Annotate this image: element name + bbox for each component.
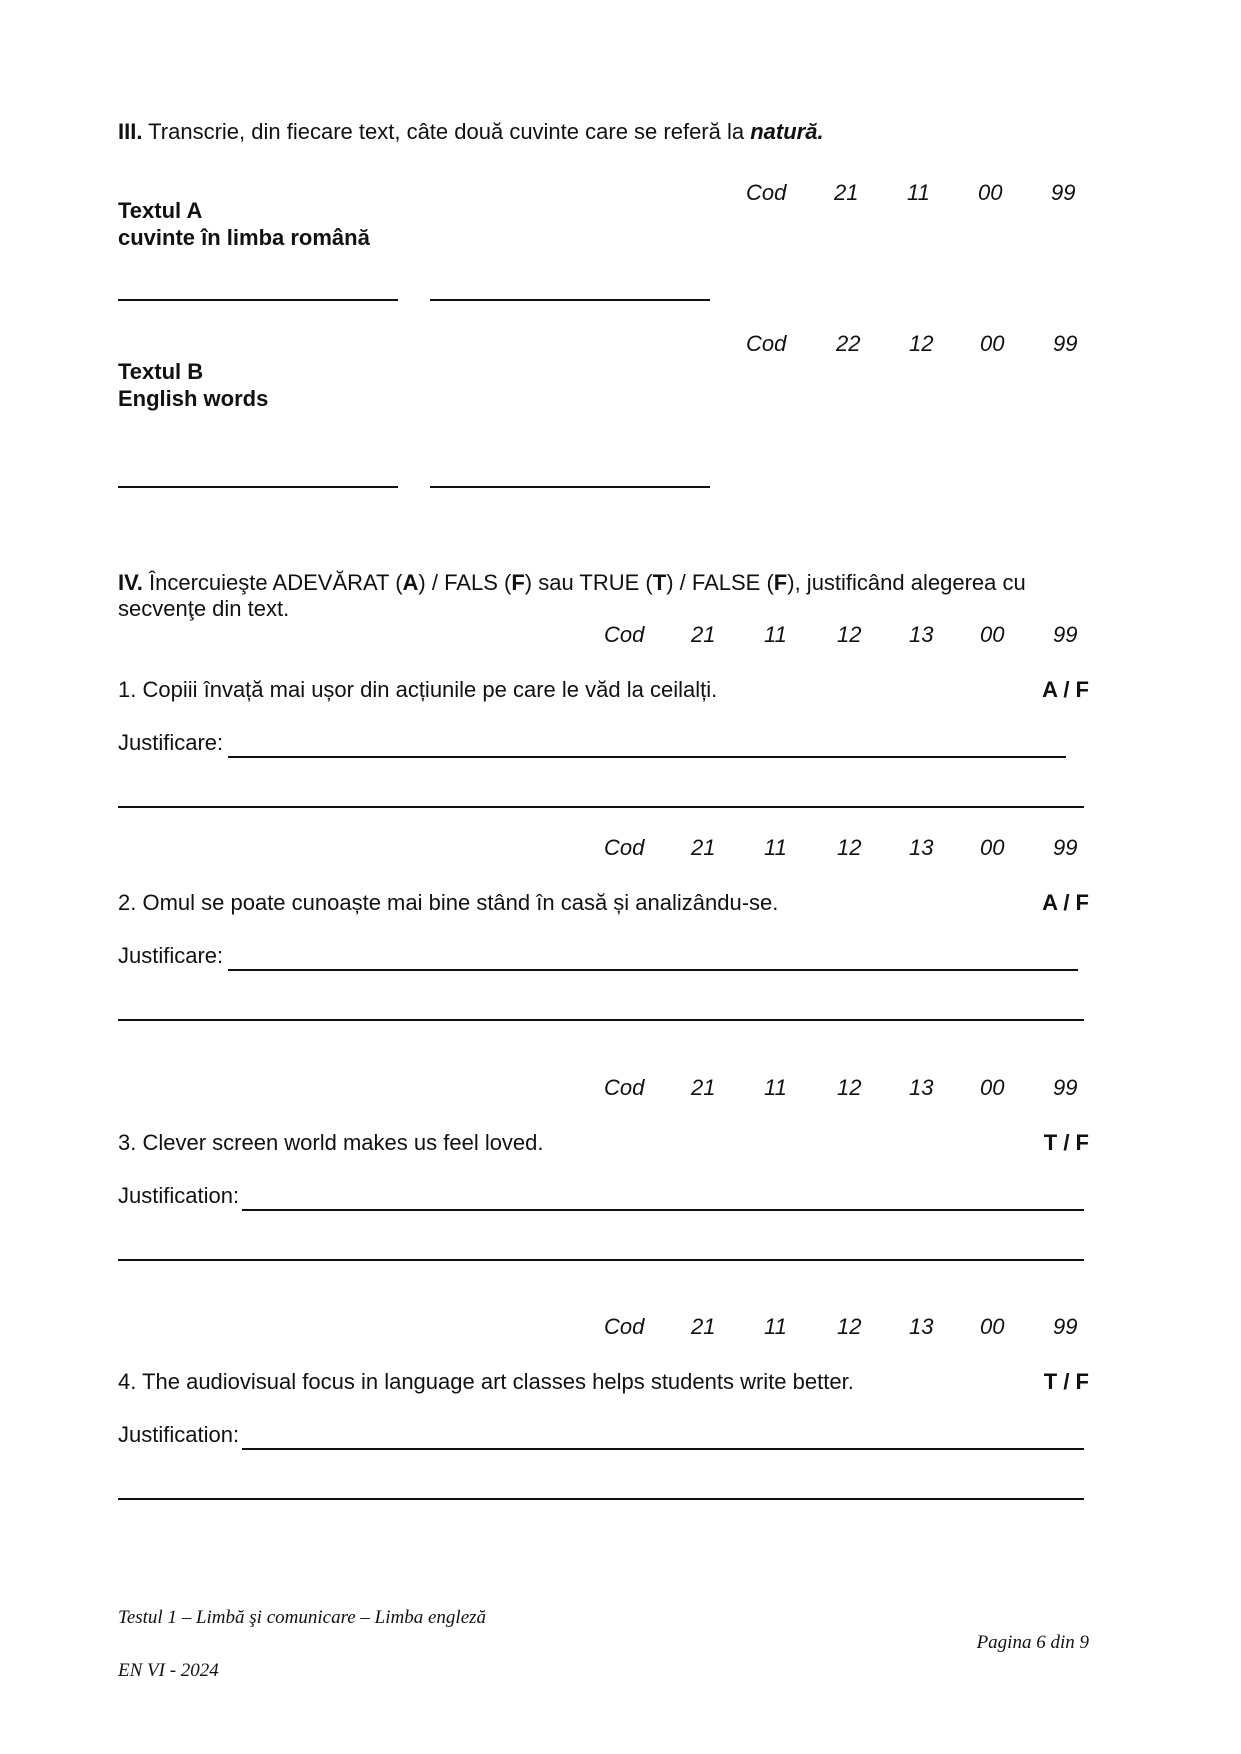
instruction-fragment: A xyxy=(402,570,419,595)
code-value: 22 xyxy=(836,331,861,356)
section-4-instruction-line2: secvenţe din text. xyxy=(118,596,290,621)
code-value: 11 xyxy=(764,1075,787,1100)
true-false-choice[interactable]: A / F xyxy=(1042,890,1089,915)
code-label: Cod xyxy=(604,1314,645,1339)
code-label: Cod xyxy=(746,180,787,205)
footer-page-number: Pagina 6 din 9 xyxy=(976,1632,1089,1653)
answer-line[interactable] xyxy=(430,299,710,301)
code-value: 00 xyxy=(978,180,1003,205)
code-value: 00 xyxy=(980,622,1005,647)
code-value: 12 xyxy=(837,835,862,860)
code-value: 21 xyxy=(691,622,716,647)
answer-line[interactable] xyxy=(430,486,710,488)
section-3-instruction xyxy=(118,119,824,145)
code-label: Cod xyxy=(604,622,645,647)
justification-line[interactable] xyxy=(118,1019,1084,1021)
true-false-choice[interactable]: A / F xyxy=(1042,677,1089,702)
code-value: 21 xyxy=(691,1075,716,1100)
code-value: 13 xyxy=(909,835,934,860)
justification-line[interactable] xyxy=(228,756,1066,758)
question-block xyxy=(0,835,1241,1025)
code-value: 12 xyxy=(837,1075,862,1100)
justification-line[interactable] xyxy=(118,806,1084,808)
instruction-fragment: ) / FALSE ( xyxy=(666,570,774,595)
instruction-fragment: F xyxy=(773,570,788,595)
question-text: 4. The audiovisual focus in language art classes helps students write better. xyxy=(118,1369,854,1394)
footer-test-title: Testul 1 – Limbă şi comunicare – Limba engleză xyxy=(118,1607,487,1628)
question-code-row xyxy=(0,1314,1241,1340)
code-value: 13 xyxy=(909,1314,934,1339)
true-false-choice[interactable]: T / F xyxy=(1043,1130,1089,1155)
instruction-fragment: T xyxy=(652,570,667,595)
code-value: 13 xyxy=(909,622,934,647)
question-text: 3. Clever screen world makes us feel loved. xyxy=(118,1130,544,1155)
question-code-row xyxy=(0,1075,1241,1101)
justification-label: Justification: xyxy=(118,1183,240,1208)
section-3-instruction-text: Transcrie, din fiecare text, câte două cuvinte care se referă la xyxy=(148,119,751,144)
code-value: 12 xyxy=(837,1314,862,1339)
code-label: Cod xyxy=(604,835,645,860)
code-value: 11 xyxy=(764,1314,787,1339)
code-value: 21 xyxy=(691,835,716,860)
code-value: 00 xyxy=(980,1075,1005,1100)
code-value: 11 xyxy=(764,835,787,860)
justification-label: Justification: xyxy=(118,1422,240,1447)
justification-line[interactable] xyxy=(118,1498,1084,1500)
instruction-fragment: F xyxy=(511,570,525,595)
code-value: 00 xyxy=(980,331,1005,356)
section-4-instruction xyxy=(118,570,1026,596)
true-false-choice[interactable]: T / F xyxy=(1043,1369,1089,1394)
instruction-fragment: ) sau TRUE ( xyxy=(524,570,653,595)
code-value: 13 xyxy=(909,1075,934,1100)
footer-exam-code: EN VI - 2024 xyxy=(118,1660,219,1681)
code-value: 21 xyxy=(834,180,859,205)
justification-line[interactable] xyxy=(242,1448,1084,1450)
instruction-fragment: Încercuieşte ADEVĂRAT ( xyxy=(149,570,403,595)
code-label: Cod xyxy=(604,1075,645,1100)
code-value: 12 xyxy=(909,331,934,356)
justification-line[interactable] xyxy=(118,1259,1084,1261)
justification-line[interactable] xyxy=(228,969,1078,971)
instruction-fragment: ) / FALS ( xyxy=(418,570,512,595)
text-a-title: Textul A xyxy=(118,198,203,223)
question-block xyxy=(0,1314,1241,1504)
answer-line[interactable] xyxy=(118,486,398,488)
text-b-code-row xyxy=(0,331,1241,357)
question-block xyxy=(0,622,1241,812)
section-4-number: IV. xyxy=(118,570,143,595)
code-value: 99 xyxy=(1053,331,1078,356)
text-b-title: Textul B xyxy=(118,359,204,384)
code-value: 21 xyxy=(691,1314,716,1339)
section-3-number: III. xyxy=(118,119,143,144)
code-label: Cod xyxy=(746,331,787,356)
code-value: 99 xyxy=(1053,835,1078,860)
code-value: 11 xyxy=(764,622,787,647)
justification-label: Justificare: xyxy=(118,943,224,968)
code-value: 99 xyxy=(1051,180,1076,205)
question-block xyxy=(0,1075,1241,1265)
code-value: 99 xyxy=(1053,622,1078,647)
answer-line[interactable] xyxy=(118,299,398,301)
instruction-fragment: ), justificând alegerea cu xyxy=(787,570,1026,595)
question-code-row xyxy=(0,835,1241,861)
question-text: 2. Omul se poate cunoaște mai bine stând în casă și analizându-se. xyxy=(118,890,779,915)
section-3-keyword: natură. xyxy=(750,119,824,144)
justification-line[interactable] xyxy=(242,1209,1084,1211)
code-value: 99 xyxy=(1053,1314,1078,1339)
code-value: 11 xyxy=(907,180,930,205)
question-code-row xyxy=(0,622,1241,648)
text-b-subtitle: English words xyxy=(118,386,269,411)
justification-label: Justificare: xyxy=(118,730,224,755)
question-text: 1. Copiii învață mai ușor din acțiunile pe care le văd la ceilalți. xyxy=(118,677,718,702)
code-value: 99 xyxy=(1053,1075,1078,1100)
code-value: 12 xyxy=(837,622,862,647)
code-value: 00 xyxy=(980,835,1005,860)
text-a-subtitle: cuvinte în limba română xyxy=(118,225,370,250)
code-value: 00 xyxy=(980,1314,1005,1339)
